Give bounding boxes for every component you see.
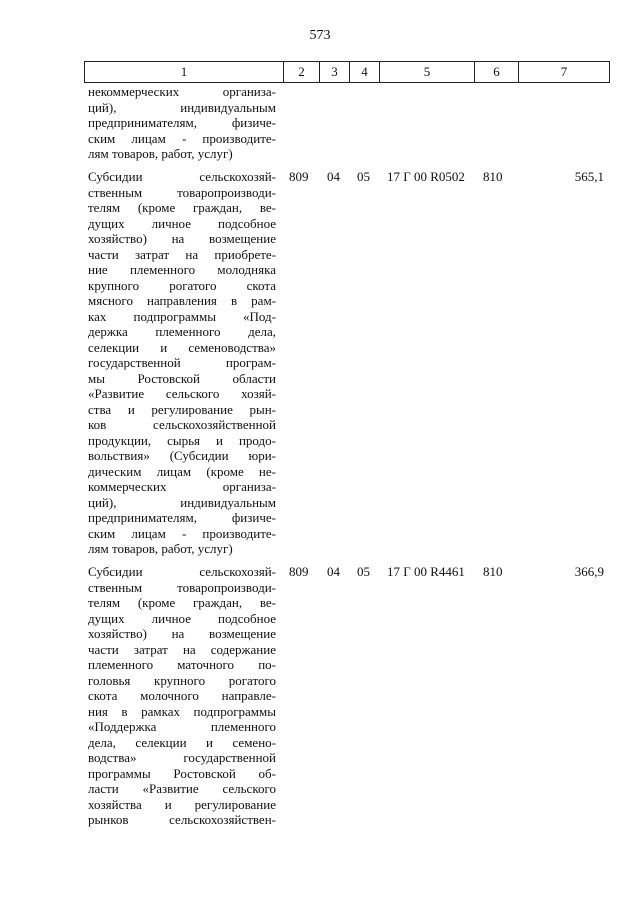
description-line: предпринимателям, физиче- bbox=[88, 115, 276, 130]
row-2-description bbox=[88, 564, 276, 828]
description-line: дущих личное подсобное bbox=[88, 215, 276, 231]
description-line: «Поддержка племенного bbox=[88, 719, 276, 734]
header-col-3: 3 bbox=[320, 62, 350, 82]
header-col-4: 4 bbox=[350, 62, 380, 82]
description-line: дела, селекции и семено- bbox=[88, 734, 276, 750]
description-line: дущих личное подсобное bbox=[88, 610, 276, 626]
description-line: ций), индивидуальным bbox=[88, 494, 276, 510]
row-2-col-4: 05 bbox=[357, 564, 370, 579]
description-line: ственным товаропроизводи- bbox=[88, 184, 276, 200]
description-line: государственной програм- bbox=[88, 355, 276, 370]
header-col-6: 6 bbox=[475, 62, 519, 82]
description-line: головья крупного рогатого bbox=[88, 672, 276, 688]
row-2-col-6: 810 bbox=[483, 564, 503, 579]
header-col-5: 5 bbox=[380, 62, 475, 82]
description-line: лям товаров, работ, услуг) bbox=[88, 146, 233, 161]
description-line: хозяйство) на возмещение bbox=[88, 626, 276, 641]
description-line: скота молочного направле- bbox=[88, 688, 276, 703]
row-2-col-3: 04 bbox=[327, 564, 340, 579]
row-1-col-5: 17 Г 00 R0502 bbox=[387, 169, 465, 184]
description-line: племенного маточного по- bbox=[88, 657, 276, 672]
description-line: держка племенного дела, bbox=[88, 324, 276, 339]
description-line: предпринимателям, физиче- bbox=[88, 510, 276, 525]
description-line: ках подпрограммы «Под- bbox=[88, 308, 276, 324]
description-line: части затрат на содержание bbox=[88, 641, 276, 657]
row-1-col-4: 05 bbox=[357, 169, 370, 184]
description-line: ласти «Развитие сельского bbox=[88, 781, 276, 796]
description-line: дическим лицам (кроме не- bbox=[88, 463, 276, 479]
row-1-col-2: 809 bbox=[289, 169, 309, 184]
description-line: программы Ростовской об- bbox=[88, 765, 276, 781]
row-1-col-7: 565,1 bbox=[574, 169, 604, 184]
header-col-7: 7 bbox=[560, 64, 568, 79]
table-header bbox=[84, 61, 610, 83]
description-line: ков сельскохозяйственной bbox=[88, 417, 276, 432]
description-line: «Развитие сельского хозяй- bbox=[88, 386, 276, 401]
description-line: ским лицам - производите- bbox=[88, 525, 276, 541]
description-line: рынков сельскохозяйствен- bbox=[88, 812, 276, 827]
description-line: ние племенного молодняка bbox=[88, 262, 276, 277]
description-line: лям товаров, работ, услуг) bbox=[88, 541, 233, 556]
description-line: водства» государственной bbox=[88, 750, 276, 765]
row-1-col-3: 04 bbox=[327, 169, 340, 184]
description-line: мы Ростовской области bbox=[88, 370, 276, 386]
row-2-col-2: 809 bbox=[289, 564, 309, 579]
description-line: телям (кроме граждан, ве- bbox=[88, 595, 276, 610]
description-line: крупного рогатого скота bbox=[88, 277, 276, 293]
description-line: ства и регулирование рын- bbox=[88, 401, 276, 417]
description-line: ния в рамках подпрограммы bbox=[88, 703, 276, 719]
description-line: телям (кроме граждан, ве- bbox=[88, 200, 276, 215]
row-1-col-6: 810 bbox=[483, 169, 503, 184]
description-line: продукции, сырья и продо- bbox=[88, 432, 276, 448]
description-line: ций), индивидуальным bbox=[88, 99, 276, 115]
header-col-2: 2 bbox=[284, 62, 320, 82]
description-line: вольствия» (Субсидии юри- bbox=[88, 448, 276, 463]
description-line: хозяйство) на возмещение bbox=[88, 231, 276, 246]
description-line: части затрат на приобрете- bbox=[88, 246, 276, 262]
description-line: селекции и семеноводства» bbox=[88, 339, 276, 355]
header-col-1: 1 bbox=[85, 62, 284, 82]
row-2-col-5: 17 Г 00 R4461 bbox=[387, 564, 465, 579]
description-line: мясного направления в рам- bbox=[88, 293, 276, 308]
row-2-col-7: 366,9 bbox=[574, 564, 604, 579]
description-line: ским лицам - производите- bbox=[88, 130, 276, 146]
description-line: коммерческих организа- bbox=[88, 479, 276, 494]
continued-description bbox=[88, 84, 276, 162]
description-line: некоммерческих организа- bbox=[88, 84, 276, 99]
row-1-description bbox=[88, 169, 276, 557]
page-number: 573 bbox=[309, 28, 331, 43]
description-line: Субсидии сельскохозяй- bbox=[88, 169, 276, 184]
description-line: Субсидии сельскохозяй- bbox=[88, 564, 276, 579]
description-line: ственным товаропроизводи- bbox=[88, 579, 276, 595]
description-line: хозяйства и регулирование bbox=[88, 796, 276, 812]
